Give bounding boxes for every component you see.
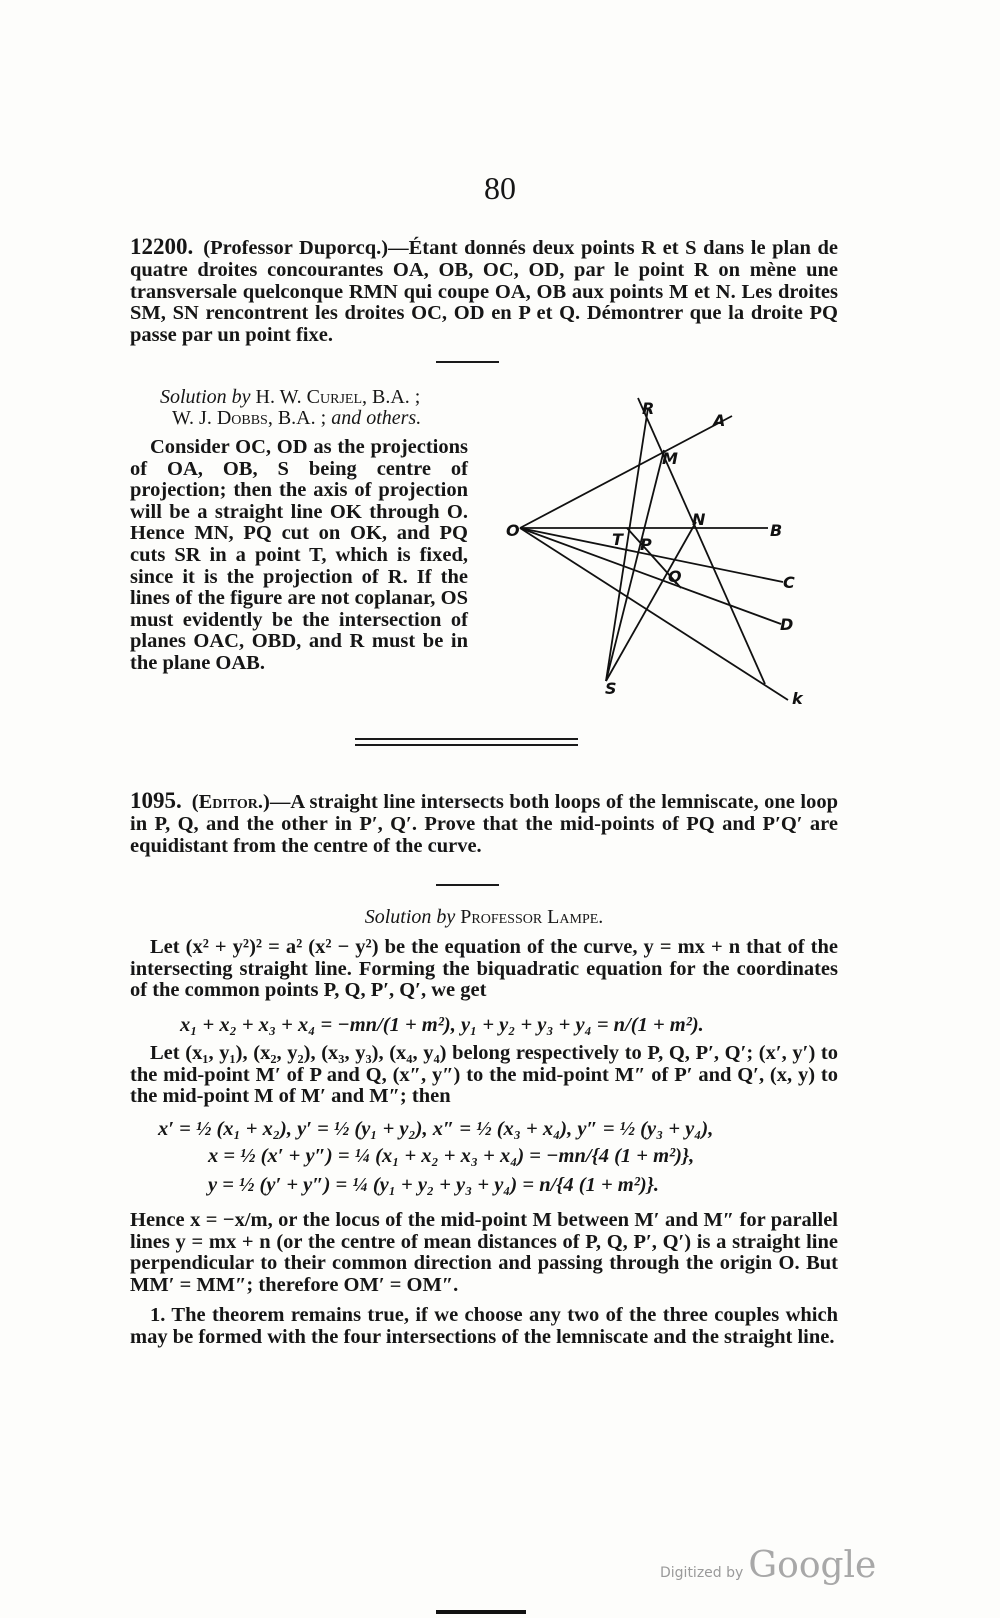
- section-divider: [436, 361, 499, 363]
- label-M: M: [662, 449, 678, 468]
- digitized-label: Digitized by: [660, 1565, 744, 1581]
- label-C: C: [783, 573, 795, 592]
- label-N: N: [692, 510, 706, 529]
- section-divider: [436, 884, 499, 886]
- solution1-body: Consider OC, OD as the projections of OA, OB, S being centre of projection; then the axis of projection will be a straight line OK through O. Hence MN, PQ cut on OK, and PQ cuts SR in a point T, which is fixed, since it is the projection of R. If the lines of the figure are not coplanar, OS must evidently be the intersection of planes OAC, OBD, and R must be in the plane OAB.: [130, 436, 468, 674]
- label-P: P: [640, 535, 652, 554]
- question-author: (Professor Duporcq.): [203, 237, 389, 259]
- question-number: 1095.: [130, 788, 182, 813]
- label-A: A: [713, 411, 726, 430]
- solution1-heading-line2: [172, 407, 492, 429]
- figure-lines: [520, 398, 788, 700]
- solution-author-1: H. W. Curjel, B.A. ;: [255, 386, 421, 408]
- label-K: k: [792, 689, 803, 708]
- solution-by-label: Solution by: [160, 386, 251, 408]
- solution2-paragraph-3: Hence x = −x/m, or the locus of the mid-point M between M′ and M″ for parallel lines y = mx + n (or the centre of mean distances of P, Q, P′, Q′) is a straight line perpendicular to their common direction and passing through the origin O. But MM′ = MM″; therefore OM′ = OM″.: [130, 1209, 838, 1296]
- solution-author: Professor Lampe.: [460, 906, 604, 928]
- geometry-figure: [500, 388, 820, 718]
- line-OK: [520, 528, 788, 700]
- and-others-label: and others.: [331, 407, 422, 429]
- label-O: O: [506, 521, 520, 540]
- question-number: 12200.: [130, 234, 194, 259]
- label-B: B: [770, 521, 783, 540]
- line-SM: [606, 450, 664, 681]
- equation-y: y = ½ (y′ + y″) = ¼ (y₁ + y₂ + y₃ + y₄) = n/{4 (1 + m²)}.: [208, 1174, 659, 1196]
- solution1-heading: [160, 386, 480, 408]
- solution2-paragraph-4: 1. The theorem remains true, if we choose any two of the three couples which may be formed with the four intersections of the lemniscate and the straight line.: [130, 1304, 838, 1348]
- solution2-heading: [130, 906, 838, 928]
- question-12200: [130, 236, 838, 347]
- solution-by-label: Solution by: [364, 906, 456, 928]
- label-D: D: [780, 615, 794, 634]
- double-rule-bottom: [355, 744, 578, 746]
- label-Q: Q: [668, 567, 682, 586]
- equation-x: x = ½ (x′ + y″) = ¼ (x₁ + x₂ + x₃ + x₄) = −mn/{4 (1 + m²)},: [208, 1145, 695, 1167]
- question-text: —A straight line intersects both loops of the lemniscate, one loop in P, Q, and the other in P′, Q′. Prove that the mid-points of PQ and P′Q′ are equidistant from the centre of the curve.: [130, 791, 838, 857]
- question-author: (Editor.): [191, 791, 270, 813]
- label-R: R: [642, 399, 655, 418]
- equation-midpoints: x′ = ½ (x₁ + x₂), y′ = ½ (y₁ + y₂), x″ = ½ (x₃ + x₄), y″ = ½ (y₃ + y₄),: [158, 1118, 714, 1140]
- solution2-paragraph-2: Let (x₁, y₁), (x₂, y₂), (x₃, y₃), (x₄, y₄) belong respectively to P, Q, P′, Q′; (x′, y′) to the mid-point M′ of P and Q, (x″, y″) to the mid-point M″ of P′ and Q′, (x, y) to the mid-point M of M′ and M″; then: [130, 1042, 838, 1108]
- solution-author-2: W. J. Dobbs, B.A. ;: [172, 407, 327, 429]
- digitized-watermark: [660, 1545, 876, 1586]
- label-S: S: [605, 679, 617, 698]
- label-T: T: [612, 530, 623, 549]
- page-number: 80: [484, 170, 516, 206]
- question-text: —Étant donnés deux points R et S dans le plan de quatre droites concourantes OA, OB, OC, OD, par le point R on mène une transversale quelconque RMN qui coupe OA, OB aux points M et N. Les droites SM, SN rencontrent les droites OC, OD en P et Q. Démontrer que la droite PQ passe par un point fixe.: [130, 237, 838, 347]
- line-RMN: [638, 398, 765, 684]
- equation-sums: x₁ + x₂ + x₃ + x₄ = −mn/(1 + m²), y₁ + y₂ + y₃ + y₄ = n/(1 + m²).: [180, 1014, 704, 1036]
- solution2-paragraph-1: Let (x² + y²)² = a² (x² − y²) be the equation of the curve, y = mx + n that of the intersecting straight line. Forming the biquadratic equation for the coordinates of the common points P, Q, P′, Q′, we get: [130, 936, 838, 1002]
- double-rule-top: [355, 738, 578, 740]
- question-1095: [130, 790, 838, 857]
- google-logo: Google: [748, 1545, 877, 1586]
- bottom-edge-rule: [436, 1610, 526, 1614]
